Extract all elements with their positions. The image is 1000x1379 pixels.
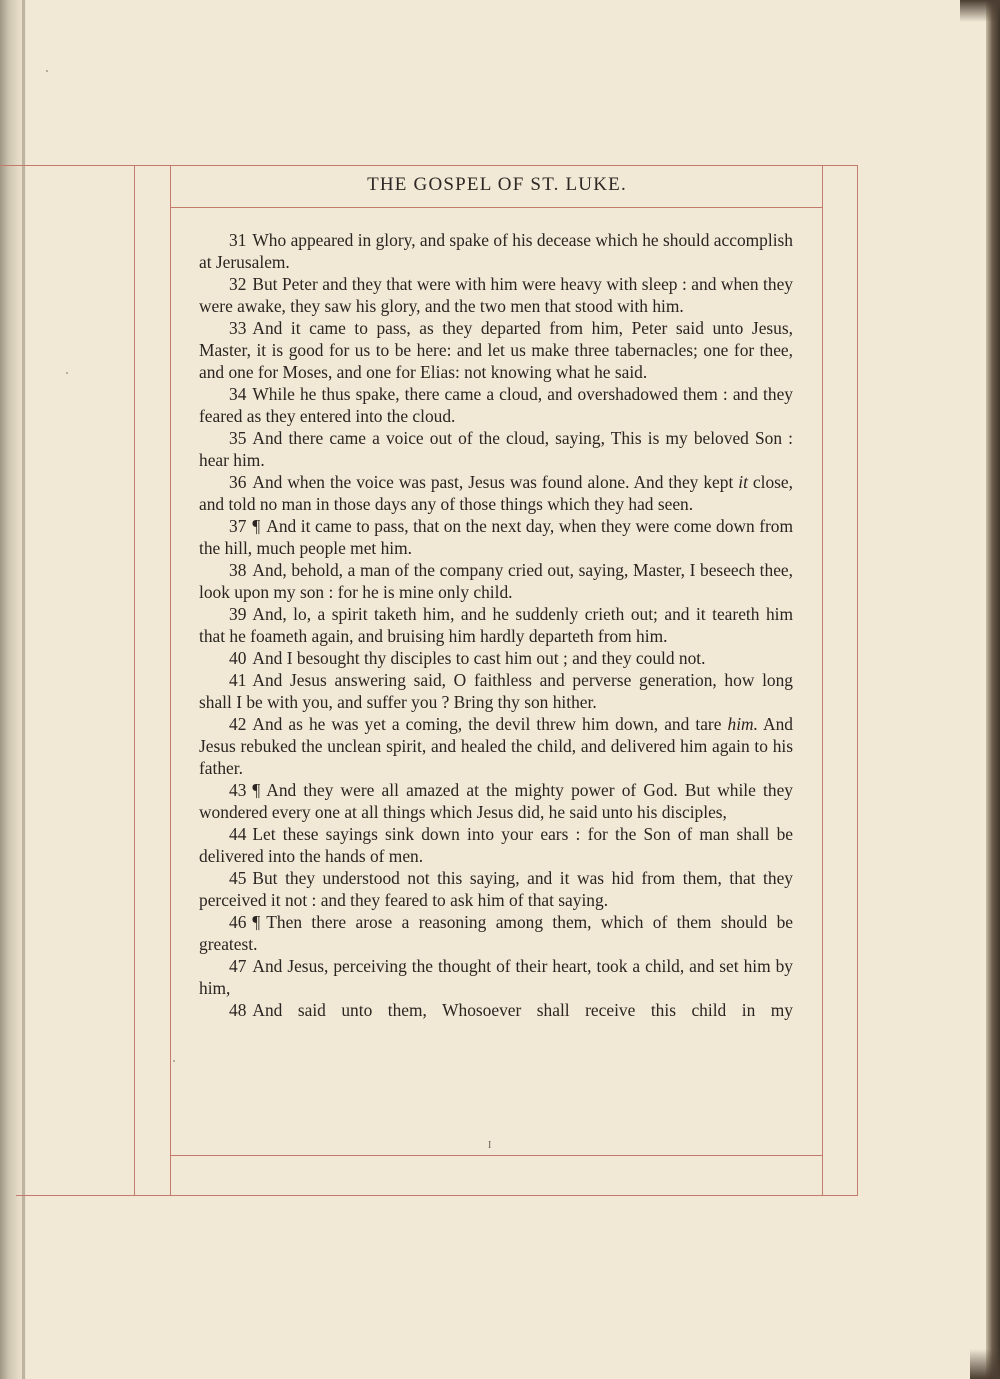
footer-rule: [171, 1155, 823, 1156]
frame-rule-inner-left: [170, 165, 171, 1195]
verse-44: [199, 823, 793, 867]
verse-text: But they understood not this saying, and it was hid from them, that they perceived it not : and they feared to ask him of that saying.: [199, 868, 793, 910]
pilcrow-mark: ¶: [252, 780, 261, 800]
verse-35: [199, 427, 793, 471]
verse-text: And it came to pass, as they departed from him, Peter said unto Jesus, Master, it is good for us to be here: and let us make three tabernacles; one for thee, and one for Moses, and one for Elias: not knowing what he said.: [199, 318, 793, 382]
frame-rule-top: [0, 165, 858, 166]
paper-speck: [66, 372, 68, 374]
verse-47: [199, 955, 793, 999]
verse-36: [199, 471, 793, 515]
cover-corner-bottom: [970, 1349, 1000, 1379]
verse-text: But Peter and they that were with him were heavy with sleep : and when they were awake, they saw his glory, and the two men that stood with him.: [199, 274, 793, 316]
verse-45: [199, 867, 793, 911]
verse-43: [199, 779, 793, 823]
verse-number: 45: [229, 868, 247, 888]
verse-48: [199, 999, 793, 1021]
verse-number: 35: [229, 428, 247, 448]
verse-number: 34: [229, 384, 247, 404]
verse-text: And Jesus, perceiving the thought of their heart, took a child, and set him by him,: [199, 956, 793, 998]
scripture-text: [199, 229, 793, 1021]
verse-number: 48: [229, 1000, 247, 1020]
verse-text: And, behold, a man of the company cried out, saying, Master, I beseech thee, look upon my son : for he is mine only child.: [199, 560, 793, 602]
verse-text: Then there arose a reasoning among them, which of them should be greatest.: [199, 912, 793, 954]
frame-rule-outer-left: [134, 165, 135, 1195]
frame-rule-bottom: [16, 1195, 858, 1196]
verse-text: And it came to pass, that on the next day, when they were come down from the hill, much people met him.: [199, 516, 793, 558]
verse-31: [199, 229, 793, 273]
verse-number: 40: [229, 648, 247, 668]
verse-text: And I besought thy disciples to cast him out ; and they could not.: [252, 648, 706, 668]
running-head: THE GOSPEL OF ST. LUKE.: [367, 174, 627, 195]
verse-37: [199, 515, 793, 559]
verse-number: 42: [229, 714, 247, 734]
verse-text: And Jesus answering said, O faithless and perverse generation, how long shall I be with you, and suffer you ? Bring thy son hither.: [199, 670, 793, 712]
verse-text: And Jesus rebuked the unclean spirit, and healed the child, and delivered him again to his father.: [199, 714, 793, 778]
verse-text: Who appeared in glory, and spake of his decease which he should accomplish at Jerusalem.: [199, 230, 793, 272]
verse-text: Let these sayings sink down into your ears : for the Son of man shall be delivered into the hands of men.: [199, 824, 793, 866]
verse-42: [199, 713, 793, 779]
verse-text: close, and told no man in those days any of those things which they had seen.: [199, 472, 793, 514]
pilcrow-mark: ¶: [252, 516, 261, 536]
italic-supplied-word: it: [738, 472, 748, 492]
paper-speck: [173, 1060, 175, 1062]
pilcrow-mark: ¶: [252, 912, 261, 932]
verse-39: [199, 603, 793, 647]
italic-supplied-word: him.: [727, 714, 758, 734]
verse-34: [199, 383, 793, 427]
verse-number: 32: [229, 274, 247, 294]
verse-33: [199, 317, 793, 383]
verse-text: And, lo, a spirit taketh him, and he suddenly crieth out; and it teareth him that he foameth again, and bruising him hardly departeth from him.: [199, 604, 793, 646]
verse-number: 39: [229, 604, 247, 624]
frame-rule-inner-right: [822, 165, 823, 1195]
frame-rule-outer-right: [857, 165, 858, 1195]
header-rule: [171, 207, 823, 208]
verse-number: 33: [229, 318, 247, 338]
verse-number: 46: [229, 912, 247, 932]
verse-number: 38: [229, 560, 247, 580]
verse-number: 36: [229, 472, 247, 492]
verse-46: [199, 911, 793, 955]
verse-38: [199, 559, 793, 603]
signature-mark: I: [488, 1140, 492, 1151]
cover-corner-top: [960, 0, 1000, 22]
verse-text: And said unto them, Whosoever shall receive this child in my: [252, 1000, 793, 1020]
verse-text: And they were all amazed at the mighty power of God. But while they wondered every one at all things which Jesus did, he said unto his disciples,: [199, 780, 793, 822]
verse-text: While he thus spake, there came a cloud, and overshadowed them : and they feared as they entered into the cloud.: [199, 384, 793, 426]
verse-text: And there came a voice out of the cloud, saying, This is my beloved Son : hear him.: [199, 428, 793, 470]
verse-41: [199, 669, 793, 713]
verse-number: 37: [229, 516, 247, 536]
verse-number: 43: [229, 780, 247, 800]
verse-text: And as he was yet a coming, the devil threw him down, and tare: [252, 714, 728, 734]
verse-number: 44: [229, 824, 247, 844]
paper-speck: [46, 70, 48, 72]
verse-40: [199, 647, 793, 669]
verse-number: 47: [229, 956, 247, 976]
book-cover-edge: [986, 0, 1000, 1379]
verse-number: 41: [229, 670, 247, 690]
verse-text: And when the voice was past, Jesus was found alone. And they kept: [252, 472, 739, 492]
page-gutter-line: [22, 0, 25, 1379]
verse-32: [199, 273, 793, 317]
verse-number: 31: [229, 230, 247, 250]
